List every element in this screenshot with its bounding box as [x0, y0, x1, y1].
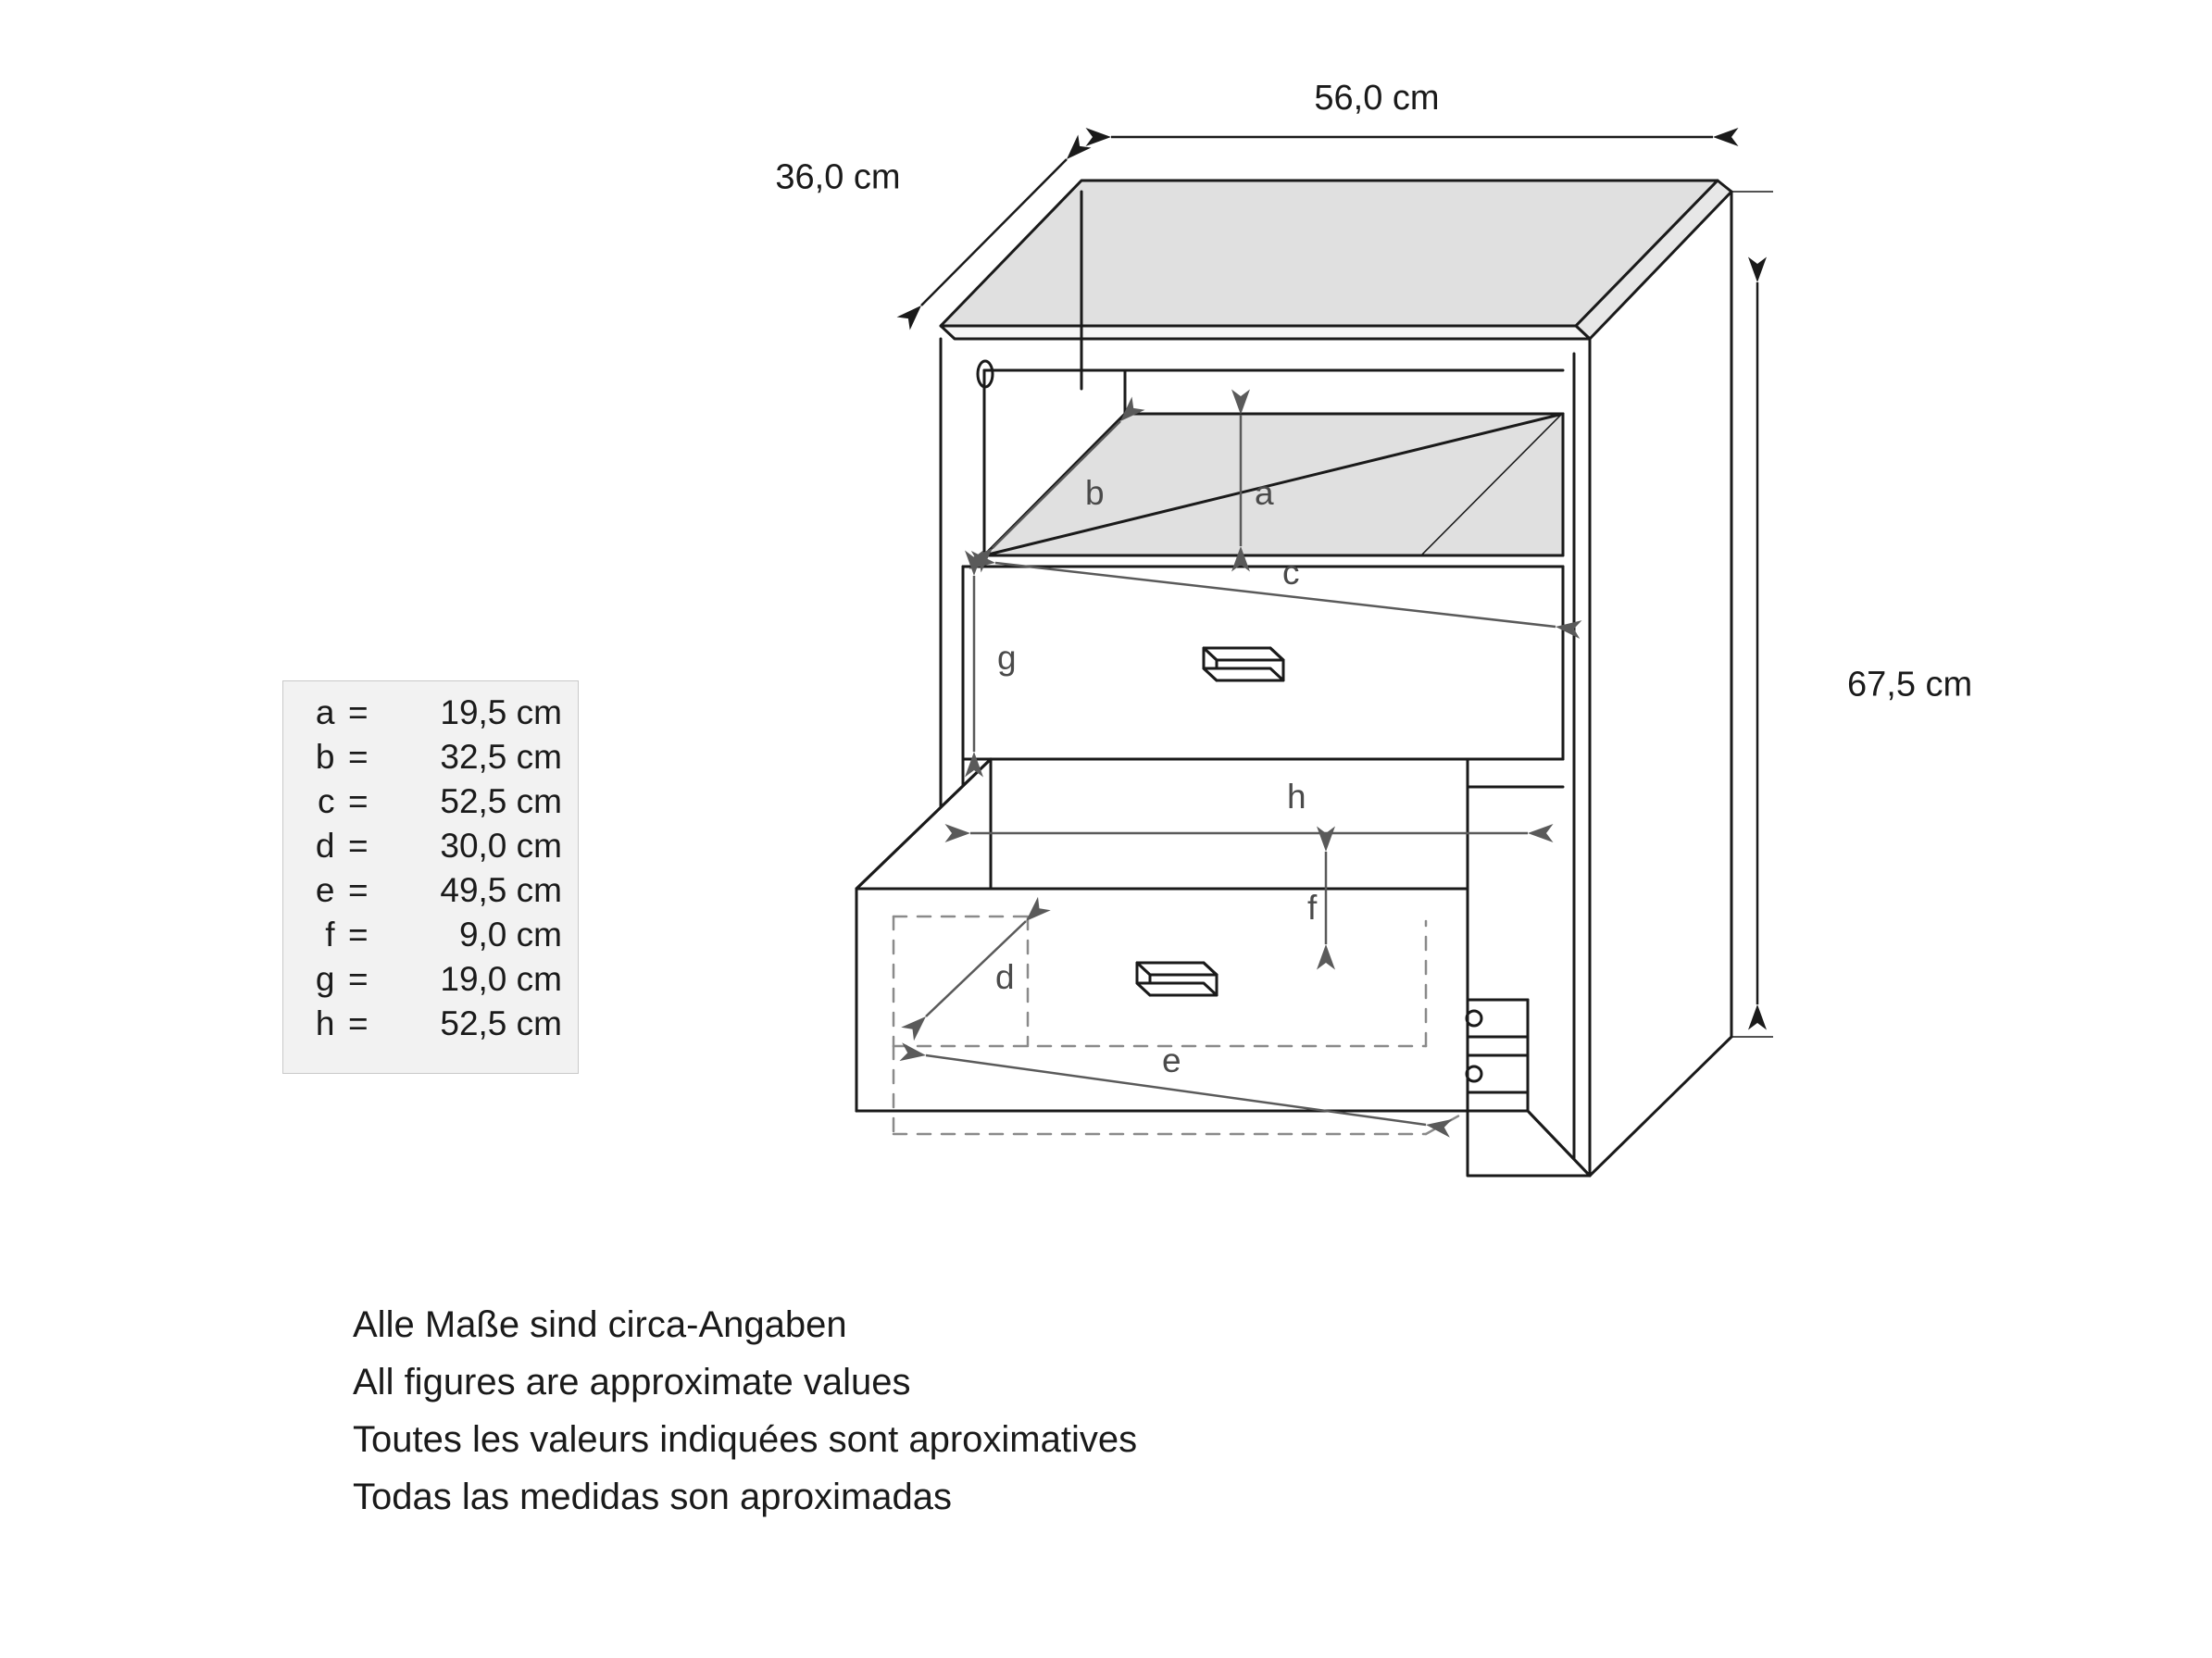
legend-row — [282, 916, 579, 960]
letter-label-d: d — [995, 958, 1015, 996]
legend-key: h — [315, 1004, 335, 1042]
footnote-line-fr: Toutes les valeurs indiquées sont aproximatives — [353, 1419, 1138, 1460]
drawer-runner — [1467, 1000, 1590, 1176]
legend-value: 49,5 cm — [440, 871, 562, 909]
letter-label-b: b — [1085, 474, 1105, 512]
legend-table — [282, 680, 579, 1074]
letter-label-g: g — [997, 639, 1017, 677]
legend-key: e — [315, 871, 335, 909]
legend-equals: = — [348, 960, 369, 998]
letter-label-h: h — [1287, 778, 1306, 816]
legend-value: 52,5 cm — [440, 1004, 562, 1042]
legend-value: 30,0 cm — [440, 827, 562, 865]
legend-key: d — [315, 827, 335, 865]
legend-equals: = — [348, 782, 369, 820]
legend-key: f — [325, 916, 335, 954]
footnote-line-es: Todas las medidas son aproximadas — [353, 1477, 953, 1517]
legend-row — [282, 782, 579, 827]
legend-value: 32,5 cm — [440, 738, 562, 776]
legend-equals: = — [348, 871, 369, 909]
legend-value: 9,0 cm — [440, 916, 562, 954]
legend-row — [282, 738, 579, 782]
footnote-line-en: All figures are approximate values — [353, 1362, 911, 1402]
legend-key: a — [315, 693, 335, 731]
legend-key: c — [318, 782, 335, 820]
footnote-line-de: Alle Maße sind circa-Angaben — [353, 1304, 847, 1345]
footnotes — [353, 1296, 1556, 1526]
letter-label-c: c — [1282, 554, 1300, 592]
letter-label-e: e — [1162, 1041, 1181, 1079]
legend-row — [282, 1004, 579, 1049]
dimension-label-depth: 36,0 cm — [775, 157, 901, 197]
legend-key: b — [315, 738, 335, 776]
top-panel — [941, 181, 1731, 339]
dimension-label-height: 67,5 cm — [1847, 665, 1973, 704]
open-shelf-compartment — [978, 361, 1563, 567]
legend-equals: = — [348, 916, 369, 954]
legend-equals: = — [348, 827, 369, 865]
legend-row — [282, 827, 579, 871]
legend-value: 19,0 cm — [440, 960, 562, 998]
legend-row — [282, 960, 579, 1004]
letter-label-a: a — [1255, 474, 1274, 512]
legend-equals: = — [348, 738, 369, 776]
legend-value: 19,5 cm — [440, 693, 562, 731]
legend-equals: = — [348, 1004, 369, 1042]
legend-row — [282, 871, 579, 916]
upper-drawer-front — [963, 567, 1563, 759]
legend-value: 52,5 cm — [440, 782, 562, 820]
legend-key: g — [315, 960, 335, 998]
letter-label-f: f — [1307, 889, 1318, 927]
legend-equals: = — [348, 693, 369, 731]
dimension-label-width: 56,0 cm — [1314, 79, 1440, 118]
legend-row — [282, 693, 579, 738]
